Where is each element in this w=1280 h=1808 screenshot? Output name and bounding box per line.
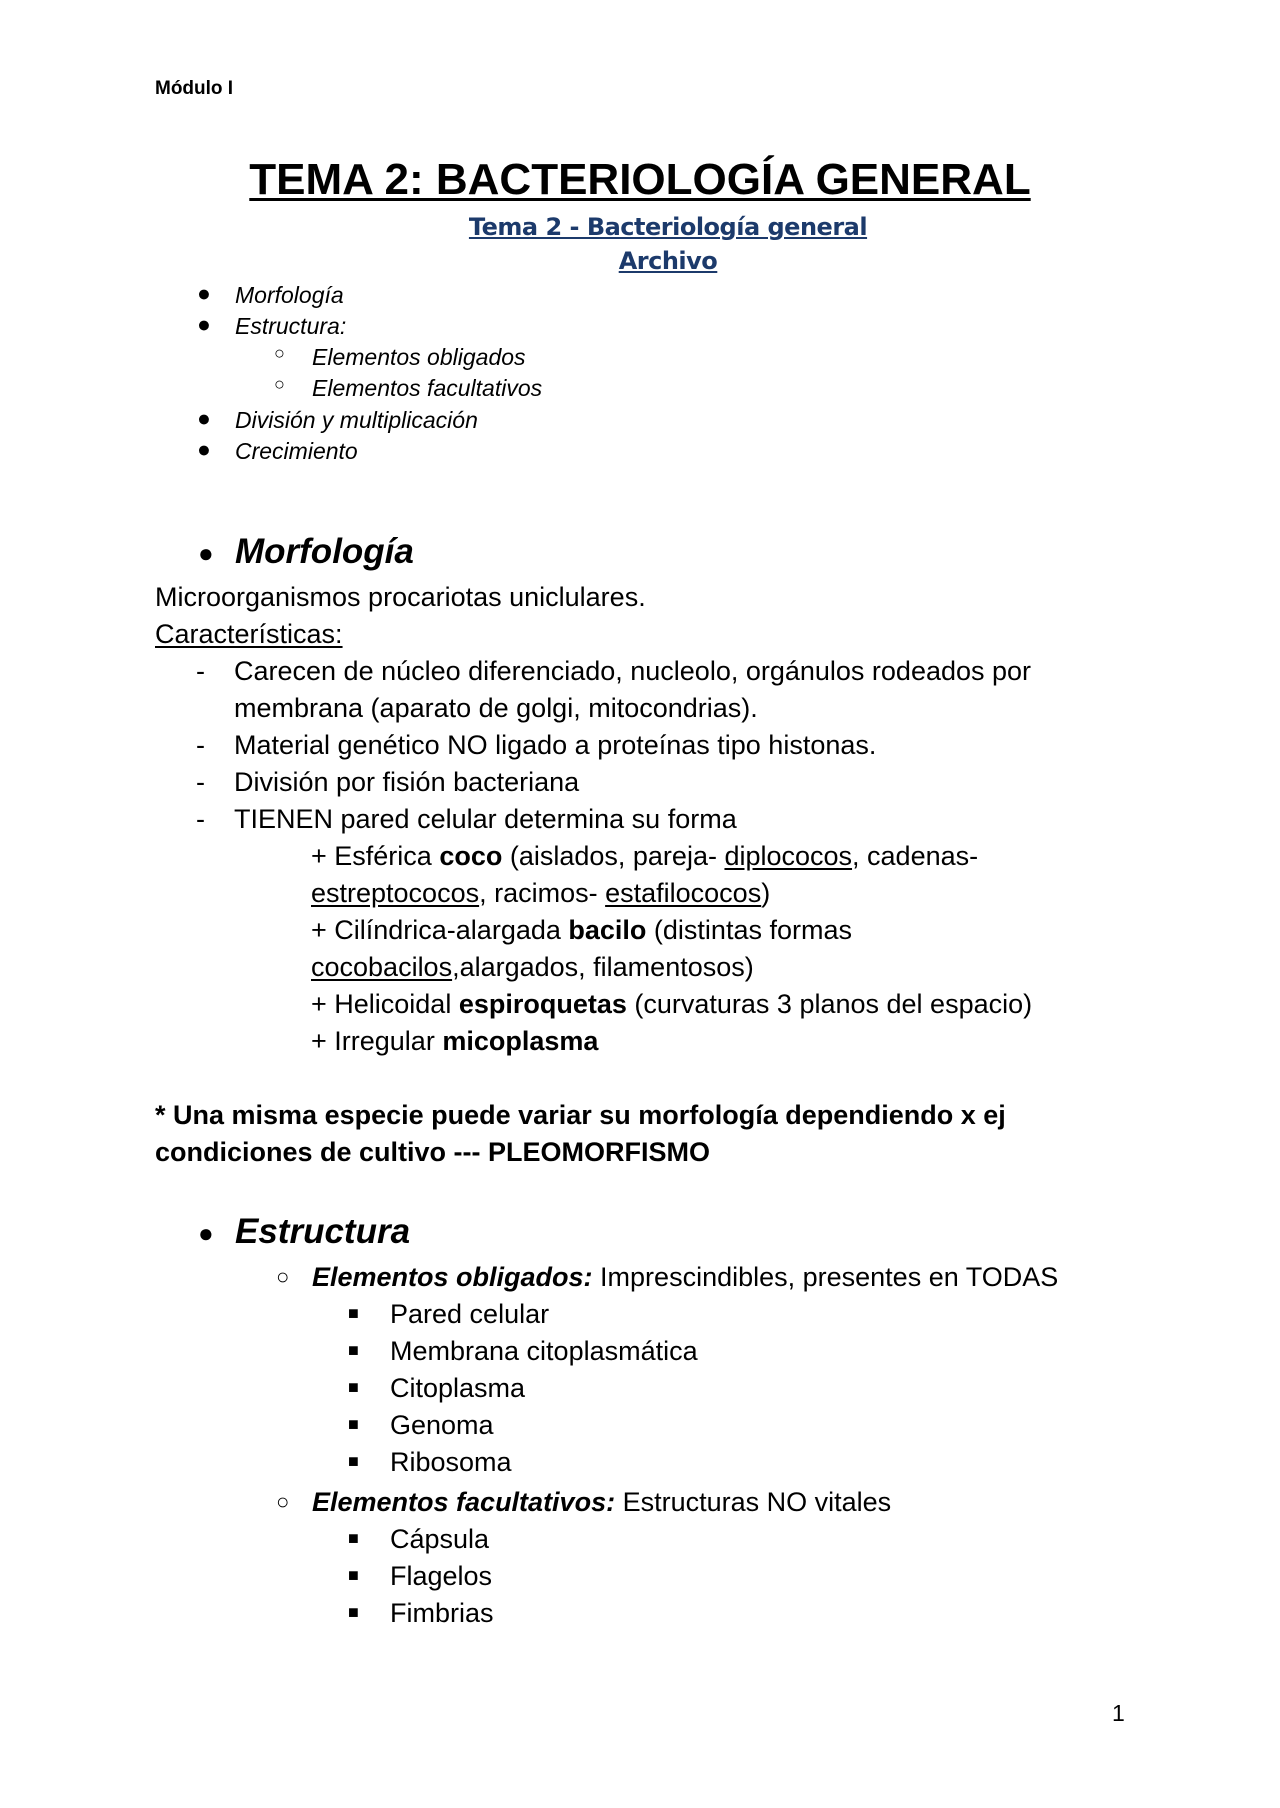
facultativo-element: [348, 1561, 493, 1592]
circle-bullet-icon: ○: [274, 343, 285, 363]
topic-link[interactable]: Tema 2 - Bacteriología general: [468, 213, 868, 241]
obligado-element: [348, 1410, 494, 1441]
archive-link[interactable]: Archivo: [618, 247, 718, 275]
circle-bullet-icon: ○: [276, 1489, 290, 1514]
page-title: TEMA 2: BACTERIOLOGÍA GENERAL: [249, 155, 1031, 204]
obligados-label: Elementos obligados:: [312, 1262, 593, 1292]
toc-subitem: [274, 343, 526, 371]
underlined-term: estafilococos: [605, 878, 762, 908]
bullet-icon: ●: [197, 405, 211, 431]
form-text: + Helicoidal: [311, 989, 459, 1019]
square-bullet-icon: ■: [348, 1377, 359, 1397]
element-text: Flagelos: [390, 1561, 493, 1591]
form-coco-line1: [311, 841, 978, 872]
dash-item: [196, 767, 580, 798]
heading-text: Estructura: [235, 1212, 411, 1251]
pleomorfismo-note-line1: * Una misma especie puede variar su morfología dependiendo x ej: [155, 1100, 1006, 1130]
toc-item-label: Estructura:: [235, 313, 347, 339]
square-bullet-icon: ■: [348, 1565, 359, 1585]
form-micoplasma: [311, 1026, 598, 1057]
dash-item: [196, 730, 877, 761]
underlined-term: cocobacilos: [311, 952, 453, 982]
element-text: Membrana citoplasmática: [390, 1336, 698, 1366]
form-keyword: espiroquetas: [458, 989, 627, 1019]
square-bullet-icon: ■: [348, 1451, 359, 1471]
dash-icon: -: [196, 730, 205, 760]
bullet-icon: ●: [197, 311, 211, 337]
element-text: Ribosoma: [390, 1447, 512, 1477]
bullet-icon: ●: [197, 436, 211, 462]
underlined-term: estreptococos: [311, 878, 480, 908]
toc-item: [197, 436, 358, 465]
dash-item-text: Material genético NO ligado a proteínas tipo histonas.: [234, 730, 877, 760]
circle-bullet-icon: ○: [274, 374, 285, 394]
form-text: ): [761, 878, 771, 908]
form-text: + Irregular: [311, 1026, 443, 1056]
obligado-element: [348, 1373, 526, 1404]
facultativo-element: [348, 1524, 490, 1555]
dash-item-continuation: membrana (aparato de golgi, mitocondrias).: [234, 693, 758, 723]
facultativos-description: Estructuras NO vitales: [615, 1487, 892, 1517]
toc-item-label: División y multiplicación: [235, 407, 478, 433]
form-keyword: micoplasma: [442, 1026, 599, 1056]
dash-icon: -: [196, 656, 205, 686]
toc-item: [197, 405, 478, 434]
obligados-description: Imprescindibles, presentes en TODAS: [592, 1262, 1059, 1292]
square-bullet-icon: ■: [348, 1303, 359, 1323]
circle-bullet-icon: ○: [276, 1264, 290, 1289]
module-header: Módulo I: [155, 78, 234, 99]
obligado-element: [348, 1447, 512, 1478]
section-heading-estructura: [198, 1212, 411, 1252]
form-espiroquetas: [311, 989, 1032, 1020]
pleomorfismo-note-line2: condiciones de cultivo --- PLEOMORFISMO: [155, 1137, 711, 1167]
section-heading-morfologia: [198, 532, 414, 572]
form-text: ,alargados, filamentosos): [452, 952, 754, 982]
intro-text: Microorganismos procariotas uniclulares.: [155, 582, 646, 612]
toc-subitem: [274, 374, 543, 402]
bullet-icon: ●: [198, 1218, 214, 1248]
dash-icon: -: [196, 767, 205, 797]
form-text: , racimos-: [479, 878, 606, 908]
form-text: + Cilíndrica-alargada: [311, 915, 569, 945]
element-text: Genoma: [390, 1410, 494, 1440]
toc-item-label: Crecimiento: [235, 438, 358, 464]
form-bacilo-line1: [311, 915, 852, 946]
dash-item-text: División por fisión bacteriana: [234, 767, 580, 797]
dash-item-text: Carecen de núcleo diferenciado, nucleolo, orgánulos rodeados por: [234, 656, 1032, 686]
form-text: , cadenas-: [852, 841, 979, 871]
form-coco-line2: [311, 878, 770, 909]
square-bullet-icon: ■: [348, 1340, 359, 1360]
heading-text: Morfología: [235, 532, 414, 571]
element-text: Pared celular: [390, 1299, 550, 1329]
toc-item-label: Elementos facultativos: [312, 375, 543, 401]
square-bullet-icon: ■: [348, 1528, 359, 1548]
obligado-element: [348, 1336, 698, 1367]
form-text: (curvaturas 3 planos del espacio): [626, 989, 1033, 1019]
bullet-icon: ●: [197, 280, 211, 306]
toc-item: [197, 280, 344, 309]
form-keyword: bacilo: [568, 915, 647, 945]
form-bacilo-line2: [311, 952, 754, 983]
form-keyword: coco: [439, 841, 503, 871]
obligados-item: [276, 1262, 1059, 1293]
page-number: 1: [1112, 1700, 1125, 1726]
obligado-element: [348, 1299, 550, 1330]
dash-icon: -: [196, 804, 205, 834]
dash-item: [196, 804, 737, 835]
form-text: (aislados, pareja-: [502, 841, 725, 871]
dash-item-text: TIENEN pared celular determina su forma: [234, 804, 737, 834]
facultativos-label: Elementos facultativos:: [312, 1487, 616, 1517]
element-text: Fimbrias: [390, 1598, 494, 1628]
form-text: + Esférica: [311, 841, 440, 871]
toc-item: [197, 311, 347, 340]
form-text: (distintas formas: [646, 915, 852, 945]
square-bullet-icon: ■: [348, 1602, 359, 1622]
element-text: Citoplasma: [390, 1373, 526, 1403]
toc-item-label: Elementos obligados: [312, 344, 526, 370]
underlined-term: diplococos: [724, 841, 853, 871]
dash-item: [196, 656, 1032, 687]
characteristics-subheading: Características:: [155, 619, 343, 649]
square-bullet-icon: ■: [348, 1414, 359, 1434]
element-text: Cápsula: [390, 1524, 490, 1554]
toc-item-label: Morfología: [235, 282, 344, 308]
facultativo-element: [348, 1598, 494, 1629]
facultativos-item: [276, 1487, 892, 1518]
bullet-icon: ●: [198, 538, 214, 568]
